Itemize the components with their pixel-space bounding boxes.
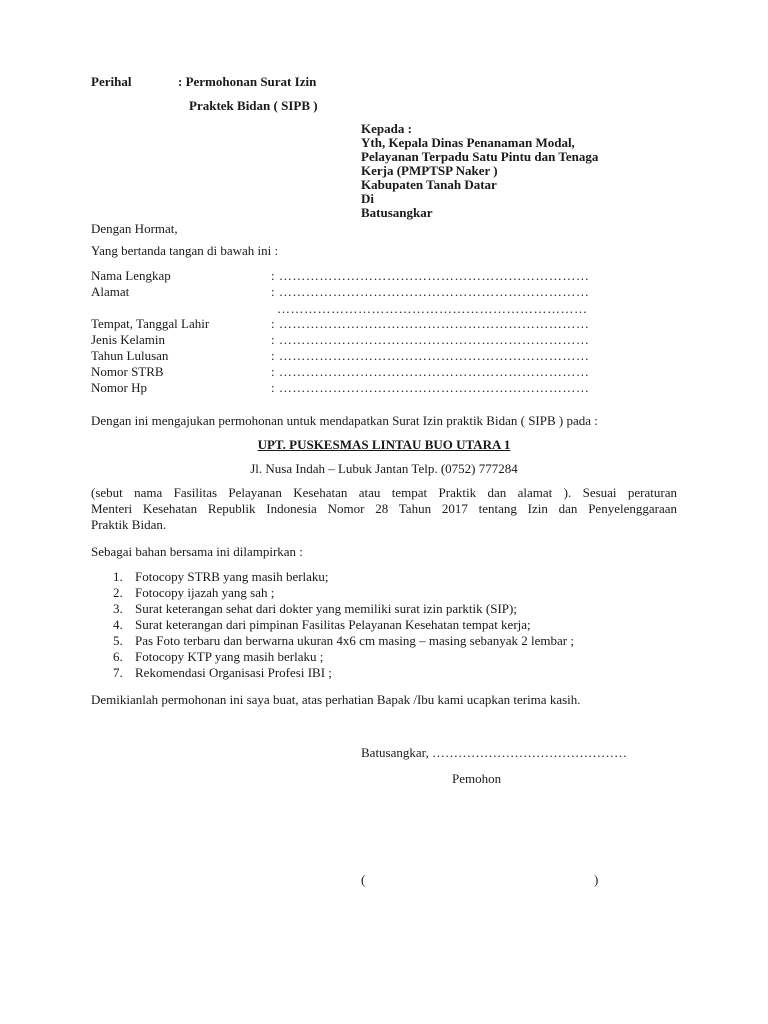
intro-text: Yang bertanda tangan di bawah ini :: [91, 243, 279, 258]
field-value-name: : ……………………………………………………………: [271, 268, 590, 283]
recipient-line: Pelayanan Terpadu Satu Pintu dan Tenaga: [361, 149, 599, 164]
recipient-line: Di: [361, 191, 374, 206]
attachments-intro: Sebagai bahan bersama ini dilampirkan :: [91, 544, 303, 559]
field-value-strb: : ……………………………………………………………: [271, 364, 590, 379]
perihal-label: Perihal: [91, 74, 132, 89]
signature-role: Pemohon: [452, 771, 502, 786]
field-value-birth: : ……………………………………………………………: [271, 316, 590, 331]
note-line: (sebut nama Fasilitas Pelayanan Kesehatan atau tempat Praktik dan alamat ). Sesuai peraturan: [91, 485, 677, 500]
field-label-birth: Tempat, Tanggal Lahir: [91, 316, 210, 331]
field-value-address-line2: ……………………………………………………………: [277, 301, 588, 316]
closing-text: Demikianlah permohonan ini saya buat, atas perhatian Bapak /Ibu kami ucapkan terima kasih.: [91, 692, 581, 707]
field-value-phone: : ……………………………………………………………: [271, 380, 590, 395]
list-item: 4. Surat keterangan dari pimpinan Fasilitas Pelayanan Kesehatan tempat kerja;: [113, 617, 531, 632]
perihal-value-line2: Praktek Bidan ( SIPB ): [189, 98, 318, 113]
field-label-phone: Nomor Hp: [91, 380, 147, 395]
note-line: Menteri Kesehatan Republik Indonesia Nomor 28 Tahun 2017 tentang Izin dan Penyelenggaraan: [91, 501, 677, 516]
list-item: 3. Surat keterangan sehat dari dokter yang memiliki surat izin parktik (SIP);: [113, 601, 517, 616]
field-label-address: Alamat: [91, 284, 130, 299]
recipient-line: Batusangkar: [361, 205, 433, 220]
list-item: 5. Pas Foto terbaru dan berwarna ukuran 4x6 cm masing – masing sebanyak 2 lembar ;: [113, 633, 574, 648]
list-item: 7. Rekomendasi Organisasi Profesi IBI ;: [113, 665, 332, 680]
field-label-name: Nama Lengkap: [91, 268, 171, 283]
attachments-list: [91, 569, 574, 681]
greeting: Dengan Hormat,: [91, 221, 178, 236]
facility-name: UPT. PUSKESMAS LINTAU BUO UTARA 1: [257, 437, 511, 452]
recipient-line: Kepada :: [361, 121, 412, 136]
perihal-value: : Permohonan Surat Izin: [178, 74, 317, 89]
recipient-line: Yth, Kepala Dinas Penanaman Modal,: [361, 135, 575, 150]
facility-address: Jl. Nusa Indah – Lubuk Jantan Telp. (0752) 777284: [250, 461, 518, 476]
list-item: 6. Fotocopy KTP yang masih berlaku ;: [113, 649, 324, 664]
recipient-line: Kerja (PMPTSP Naker ): [361, 163, 498, 178]
recipient-block: [361, 122, 598, 220]
list-item: 2. Fotocopy ijazah yang sah ;: [113, 585, 275, 600]
signature-close-paren: ): [594, 872, 599, 887]
signature-place-date: Batusangkar, ………………………………………: [361, 745, 627, 760]
note-line: Praktik Bidan.: [91, 517, 167, 532]
note-paragraph: [91, 485, 677, 533]
signature-open-paren: (: [361, 872, 366, 887]
recipient-line: Kabupaten Tanah Datar: [361, 177, 497, 192]
field-label-gender: Jenis Kelamin: [91, 332, 166, 347]
field-label-graduation: Tahun Lulusan: [91, 348, 169, 363]
request-text: Dengan ini mengajukan permohonan untuk mendapatkan Surat Izin praktik Bidan ( SIPB ) pada :: [91, 413, 598, 428]
field-label-strb: Nomor STRB: [91, 364, 164, 379]
field-value-graduation: : ……………………………………………………………: [271, 348, 590, 363]
field-value-gender: : ……………………………………………………………: [271, 332, 590, 347]
field-value-address: : ……………………………………………………………: [271, 284, 590, 299]
list-item: 1. Fotocopy STRB yang masih berlaku;: [113, 569, 329, 584]
